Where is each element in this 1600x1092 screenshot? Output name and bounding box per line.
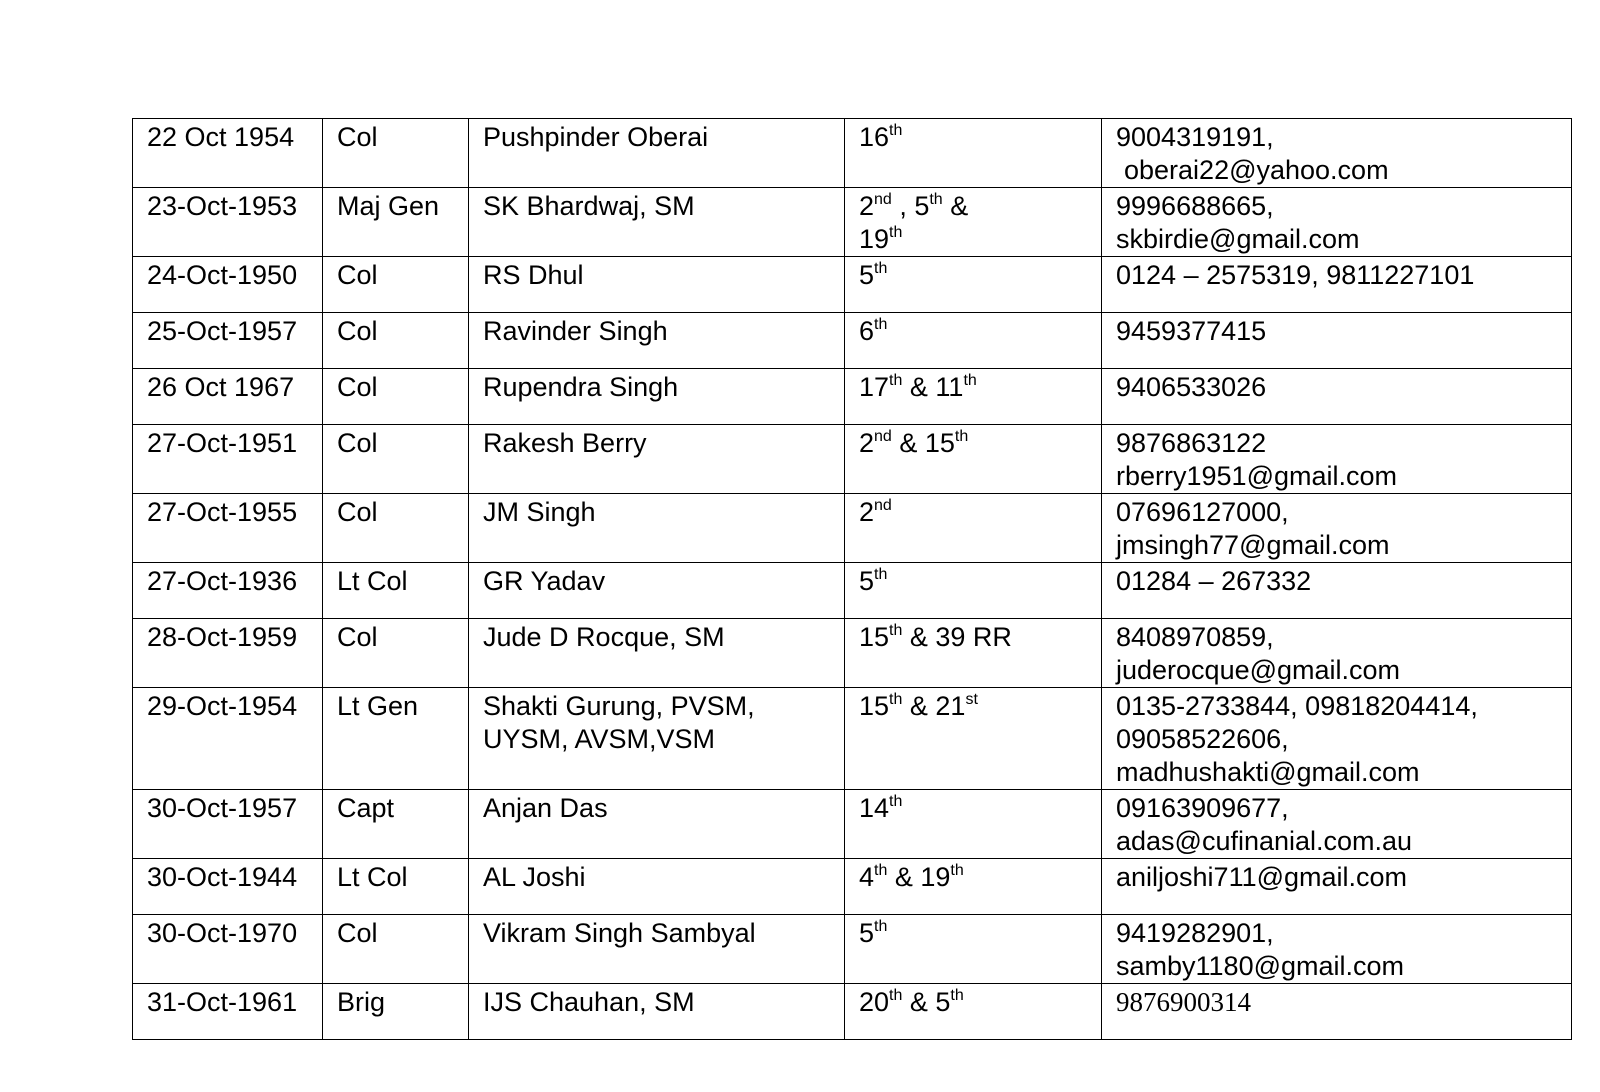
rank: Lt Gen: [337, 691, 419, 721]
rank-cell: [323, 563, 469, 619]
ordinal-suffix: th: [874, 862, 888, 879]
phone-number: 09058522606,: [1116, 724, 1289, 754]
email-address: juderocque@gmail.com: [1116, 655, 1401, 685]
birth-date: 27-Oct-1936: [147, 566, 298, 596]
birth-date-cell: [133, 188, 323, 257]
phone-number: 07696127000,: [1116, 497, 1289, 527]
ordinal-suffix: th: [950, 862, 964, 879]
officer-name-cell: [469, 563, 845, 619]
birth-date-cell: [133, 859, 323, 915]
officer-name-cell: [469, 984, 845, 1040]
email-address: rberry1951@gmail.com: [1116, 461, 1398, 491]
officer-name-cell: [469, 425, 845, 494]
phone-number: 09163909677,: [1116, 793, 1289, 823]
phone-number: 0135-2733844, 09818204414,: [1116, 691, 1478, 721]
officer-name-line: SK Bhardwaj, SM: [483, 191, 695, 221]
ordinal-suffix: nd: [874, 497, 892, 514]
battalion-number: & 21: [902, 691, 966, 721]
battalion-number: 2: [859, 191, 875, 221]
battalion-number: 15: [859, 622, 890, 652]
battalion-number: & 19: [887, 862, 951, 892]
table-row: [133, 619, 1572, 688]
rank: Col: [337, 497, 378, 527]
rank-cell: [323, 188, 469, 257]
battalion-cell: [845, 790, 1102, 859]
table-row: [133, 425, 1572, 494]
officer-name-line: Vikram Singh Sambyal: [483, 918, 756, 948]
rank: Col: [337, 622, 378, 652]
contact-cell: [1102, 915, 1572, 984]
battalion-cell: [845, 688, 1102, 790]
rank-cell: [323, 619, 469, 688]
rank-cell: [323, 119, 469, 188]
officer-name-line: AL Joshi: [483, 862, 586, 892]
contact-cell: [1102, 859, 1572, 915]
ordinal-suffix: th: [874, 566, 888, 583]
battalion-number: & 39 RR: [902, 622, 1012, 652]
rank: Lt Col: [337, 862, 408, 892]
email-address: samby1180@gmail.com: [1116, 951, 1405, 981]
contact-cell: [1102, 425, 1572, 494]
birth-date: 30-Oct-1970: [147, 918, 298, 948]
battalion-number: & 15: [891, 428, 955, 458]
battalion-line: [859, 371, 1093, 404]
rank-cell: [323, 369, 469, 425]
battalion-cell: [845, 369, 1102, 425]
contact-cell: [1102, 688, 1572, 790]
officer-name-line: Jude D Rocque, SM: [483, 622, 725, 652]
phone-number: 0124 – 2575319, 9811227101: [1116, 260, 1475, 290]
contact-cell: [1102, 619, 1572, 688]
battalion-number: 5: [859, 566, 875, 596]
birth-date-cell: [133, 688, 323, 790]
battalion-line: [859, 315, 1093, 348]
ordinal-suffix: th: [889, 224, 903, 241]
birth-date-cell: [133, 425, 323, 494]
phone-number: 9996688665,: [1116, 191, 1274, 221]
rank-cell: [323, 313, 469, 369]
ordinal-suffix: th: [889, 122, 903, 139]
email-address: jmsingh77@gmail.com: [1116, 530, 1390, 560]
table-row: [133, 119, 1572, 188]
birth-date: 27-Oct-1951: [147, 428, 298, 458]
contact-cell: [1102, 494, 1572, 563]
email-address: madhushakti@gmail.com: [1116, 757, 1420, 787]
rank-cell: [323, 915, 469, 984]
battalion-line: [859, 259, 1093, 292]
officer-name-line: Ravinder Singh: [483, 316, 668, 346]
battalion-number: 2: [859, 497, 875, 527]
battalion-line: [859, 621, 1093, 654]
battalion-number: 19: [859, 224, 890, 254]
rank-cell: [323, 425, 469, 494]
officer-name-cell: [469, 369, 845, 425]
ordinal-suffix: th: [954, 428, 969, 445]
officer-name-cell: [469, 790, 845, 859]
birth-date-cell: [133, 494, 323, 563]
birth-date: 29-Oct-1954: [147, 691, 298, 721]
birth-date: 22 Oct 1954: [147, 122, 295, 152]
battalion-cell: [845, 119, 1102, 188]
rank-cell: [323, 984, 469, 1040]
officer-name-line: UYSM, AVSM,VSM: [483, 724, 716, 754]
roster-body: [133, 119, 1572, 1040]
ordinal-suffix: th: [889, 622, 903, 639]
battalion-line: [859, 861, 1093, 894]
officer-name-cell: [469, 494, 845, 563]
ordinal-suffix: th: [874, 260, 888, 277]
officer-name-cell: [469, 119, 845, 188]
officer-name-cell: [469, 915, 845, 984]
officer-name-line: Rakesh Berry: [483, 428, 647, 458]
officer-name-line: IJS Chauhan, SM: [483, 987, 695, 1017]
rank: Col: [337, 372, 378, 402]
officer-name-cell: [469, 688, 845, 790]
battalion-number: 20: [859, 987, 890, 1017]
contact-cell: [1102, 119, 1572, 188]
battalion-cell: [845, 425, 1102, 494]
officer-name-line: Anjan Das: [483, 793, 608, 823]
birth-date-cell: [133, 369, 323, 425]
officer-name-line: GR Yadav: [483, 566, 606, 596]
email-address: skbirdie@gmail.com: [1116, 224, 1360, 254]
email-address: adas@cufinanial.com.au: [1116, 826, 1413, 856]
battalion-number: 6: [859, 316, 875, 346]
rank: Col: [337, 260, 378, 290]
battalion-number: 15: [859, 691, 890, 721]
ordinal-suffix: th: [950, 987, 964, 1004]
ordinal-suffix: th: [889, 987, 903, 1004]
officer-name-line: Rupendra Singh: [483, 372, 679, 402]
contact-cell: [1102, 790, 1572, 859]
battalion-cell: [845, 188, 1102, 257]
table-row: [133, 494, 1572, 563]
contact-cell: [1102, 984, 1572, 1040]
battalion-cell: [845, 859, 1102, 915]
rank-cell: [323, 494, 469, 563]
table-row: [133, 313, 1572, 369]
birth-date: 26 Oct 1967: [147, 372, 295, 402]
officer-roster-table: [132, 118, 1572, 1040]
rank-cell: [323, 859, 469, 915]
ordinal-suffix: th: [929, 191, 943, 208]
officer-name-line: JM Singh: [483, 497, 596, 527]
birth-date: 27-Oct-1955: [147, 497, 298, 527]
battalion-number: 5: [859, 918, 875, 948]
ordinal-suffix: th: [874, 316, 888, 333]
phone-number: 9419282901,: [1116, 918, 1274, 948]
battalion-number: 2: [859, 428, 875, 458]
rank: Col: [337, 428, 378, 458]
birth-date-cell: [133, 915, 323, 984]
ordinal-suffix: th: [889, 691, 903, 708]
table-row: [133, 563, 1572, 619]
rank-cell: [323, 790, 469, 859]
phone-number: 9004319191,: [1116, 122, 1274, 152]
contact-cell: [1102, 313, 1572, 369]
phone-number: 9876900314: [1116, 987, 1251, 1017]
birth-date-cell: [133, 313, 323, 369]
officer-name-cell: [469, 257, 845, 313]
ordinal-suffix: th: [889, 372, 903, 389]
table-row: [133, 188, 1572, 257]
battalion-line: [859, 121, 1093, 154]
birth-date: 31-Oct-1961: [147, 987, 298, 1017]
rank: Lt Col: [337, 566, 408, 596]
battalion-cell: [845, 257, 1102, 313]
ordinal-suffix: st: [965, 691, 978, 708]
battalion-cell: [845, 563, 1102, 619]
battalion-number: 14: [859, 793, 890, 823]
table-row: [133, 688, 1572, 790]
battalion-number: & 11: [902, 372, 964, 402]
rank: Col: [337, 122, 378, 152]
rank-cell: [323, 257, 469, 313]
officer-name-cell: [469, 188, 845, 257]
birth-date-cell: [133, 257, 323, 313]
rank: Col: [337, 316, 378, 346]
battalion-cell: [845, 915, 1102, 984]
table-row: [133, 790, 1572, 859]
rank: Col: [337, 918, 378, 948]
officer-name-cell: [469, 619, 845, 688]
battalion-line: [859, 496, 1093, 529]
birth-date: 24-Oct-1950: [147, 260, 298, 290]
battalion-line: [859, 223, 1093, 256]
phone-number: 9876863122: [1116, 428, 1267, 458]
contact-cell: [1102, 188, 1572, 257]
birth-date-cell: [133, 619, 323, 688]
rank: Maj Gen: [337, 191, 440, 221]
table-row: [133, 369, 1572, 425]
battalion-number: , 5: [891, 191, 930, 221]
ordinal-suffix: th: [889, 793, 903, 810]
battalion-number: 5: [859, 260, 875, 290]
ordinal-suffix: th: [963, 372, 977, 389]
rank-cell: [323, 688, 469, 790]
email-address: oberai22@yahoo.com: [1124, 155, 1389, 185]
birth-date: 30-Oct-1957: [147, 793, 298, 823]
ordinal-suffix: th: [874, 918, 888, 935]
phone-number: 01284 – 267332: [1116, 566, 1312, 596]
battalion-line: [859, 792, 1093, 825]
table-row: [133, 915, 1572, 984]
rank: Brig: [337, 987, 386, 1017]
birth-date: 30-Oct-1944: [147, 862, 298, 892]
battalion-line: [859, 917, 1093, 950]
contact-cell: [1102, 563, 1572, 619]
battalion-number: &: [942, 191, 969, 221]
battalion-cell: [845, 619, 1102, 688]
ordinal-suffix: nd: [874, 428, 892, 445]
birth-date: 23-Oct-1953: [147, 191, 298, 221]
phone-number: 9459377415: [1116, 316, 1267, 346]
contact-cell: [1102, 369, 1572, 425]
battalion-number: 17: [859, 372, 890, 402]
birth-date: 25-Oct-1957: [147, 316, 298, 346]
table-row: [133, 984, 1572, 1040]
battalion-line: [859, 190, 1093, 223]
officer-name-cell: [469, 313, 845, 369]
birth-date-cell: [133, 119, 323, 188]
birth-date-cell: [133, 984, 323, 1040]
contact-cell: [1102, 257, 1572, 313]
birth-date-cell: [133, 790, 323, 859]
birth-date-cell: [133, 563, 323, 619]
battalion-number: 16: [859, 122, 890, 152]
battalion-line: [859, 986, 1093, 1019]
email-address: aniljoshi711@gmail.com: [1116, 862, 1408, 892]
officer-name-line: Shakti Gurung, PVSM,: [483, 691, 755, 721]
birth-date: 28-Oct-1959: [147, 622, 298, 652]
battalion-cell: [845, 494, 1102, 563]
battalion-line: [859, 427, 1093, 460]
battalion-cell: [845, 984, 1102, 1040]
ordinal-suffix: nd: [874, 191, 892, 208]
battalion-line: [859, 565, 1093, 598]
rank: Capt: [337, 793, 395, 823]
table-row: [133, 859, 1572, 915]
officer-name-line: RS Dhul: [483, 260, 584, 290]
table-row: [133, 257, 1572, 313]
phone-number: 9406533026: [1116, 372, 1267, 402]
battalion-line: [859, 690, 1093, 723]
battalion-number: & 5: [902, 987, 951, 1017]
phone-number: 8408970859,: [1116, 622, 1274, 652]
officer-name-line: Pushpinder Oberai: [483, 122, 709, 152]
battalion-cell: [845, 313, 1102, 369]
battalion-number: 4: [859, 862, 875, 892]
officer-name-cell: [469, 859, 845, 915]
